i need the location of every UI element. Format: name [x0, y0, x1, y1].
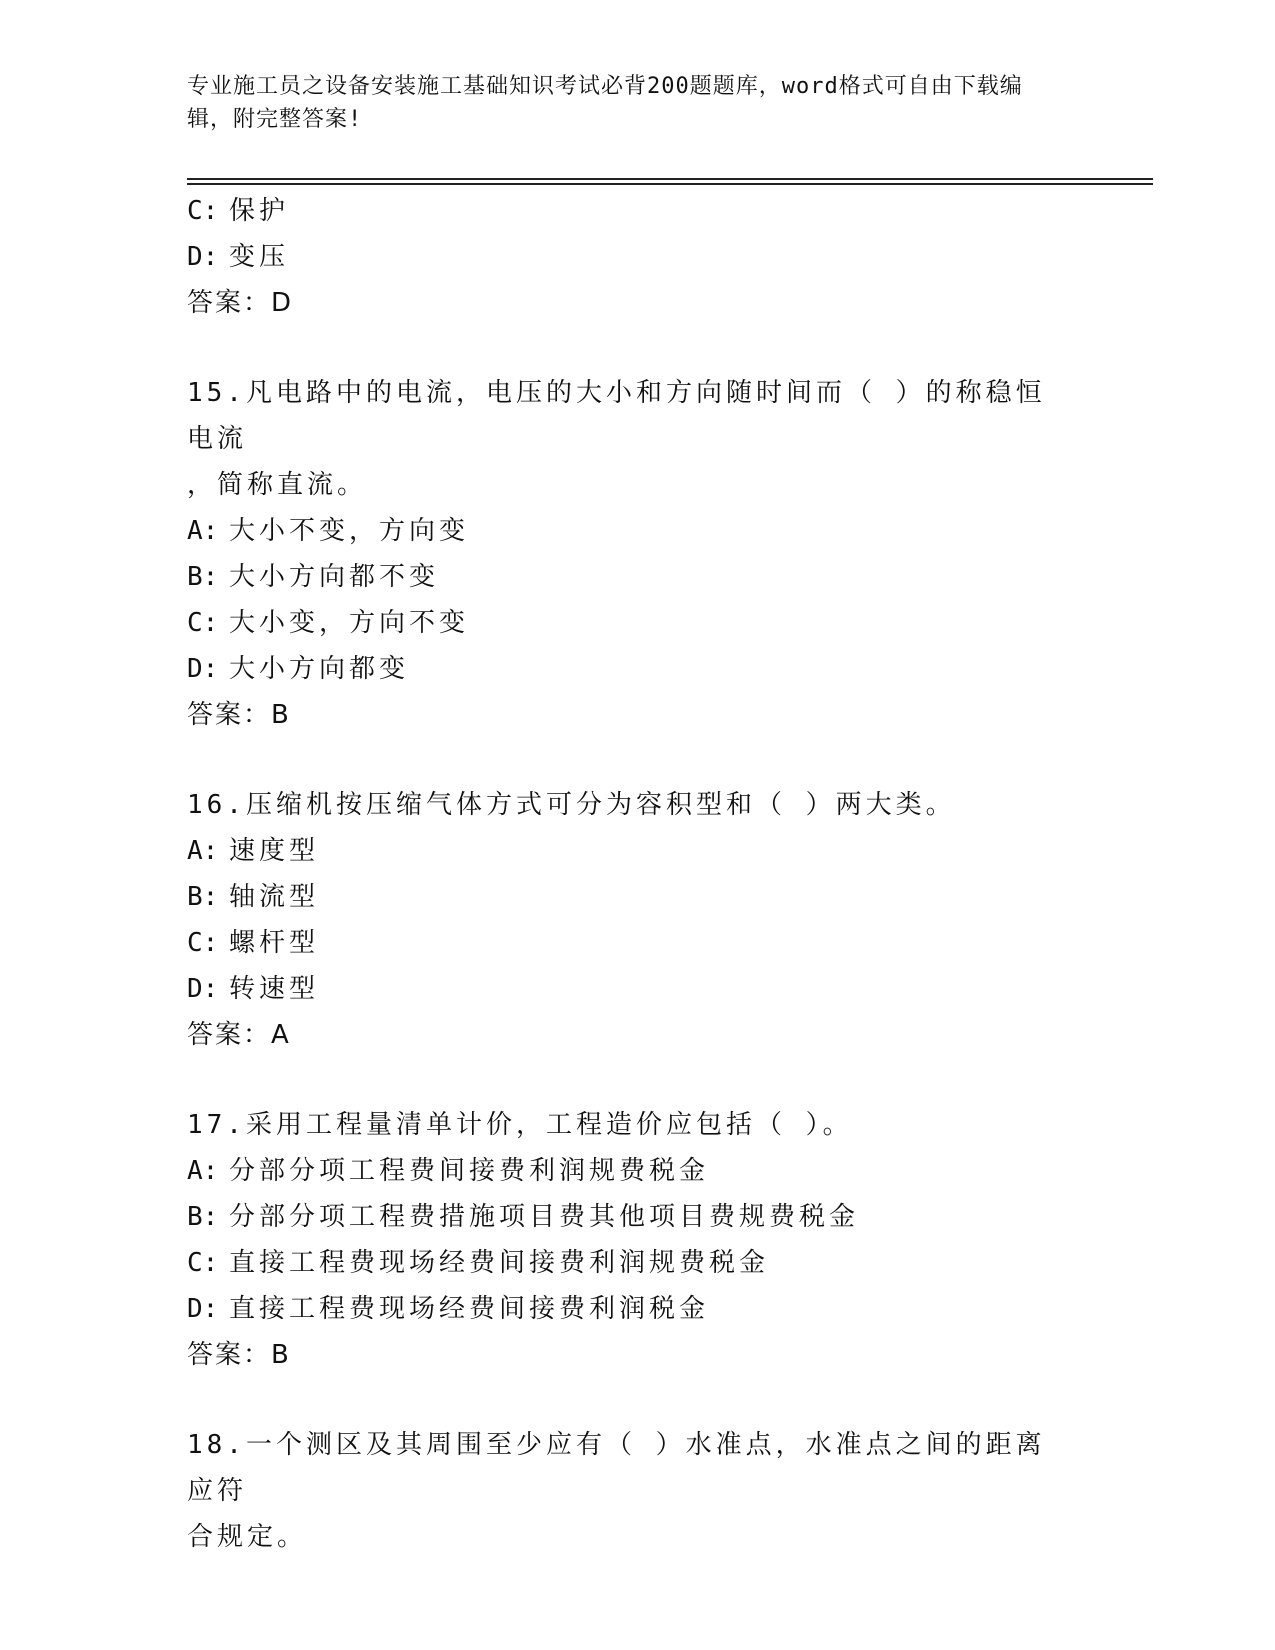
prev-question: [187, 188, 1087, 326]
answer: 答案：D: [187, 288, 294, 318]
answer: 答案：B: [187, 700, 291, 730]
option-a: A: 速度型: [187, 836, 320, 866]
question-stem: 15.凡电路中的电流，电压的大小和方向随时间而（ ）的称稳恒电流 ，简称直流。: [187, 378, 1046, 500]
question-15: [187, 370, 1087, 738]
option-a: A: 分部分项工程费间接费利润规费税金: [187, 1156, 710, 1186]
option-c: C: 螺杆型: [187, 928, 320, 958]
option-c: C: 保护: [187, 196, 290, 226]
option-a: A: 大小不变，方向变: [187, 516, 470, 546]
document-body: [187, 188, 1087, 1560]
document-header: 专业施工员之设备安装施工基础知识考试必背200题题库，word格式可自由下载编辑，附完整答案!: [187, 74, 1023, 132]
option-c: C: 直接工程费现场经费间接费利润规费税金: [187, 1248, 770, 1278]
option-c: C: 大小变，方向不变: [187, 608, 470, 638]
header-rule-top: [187, 178, 1153, 180]
option-d: D: 直接工程费现场经费间接费利润税金: [187, 1294, 710, 1324]
answer: 答案：B: [187, 1340, 291, 1370]
answer: 答案：A: [187, 1020, 291, 1050]
header-rule-bottom: [187, 183, 1153, 185]
option-b: B: 大小方向都不变: [187, 562, 440, 592]
option-b: B: 分部分项工程费措施项目费其他项目费规费税金: [187, 1202, 860, 1232]
question-stem: 17.采用工程量清单计价，工程造价应包括（ ）。: [187, 1110, 853, 1140]
option-d: D: 大小方向都变: [187, 654, 410, 684]
question-16: [187, 782, 1087, 1058]
option-d: D: 变压: [187, 242, 290, 272]
option-b: B: 轴流型: [187, 882, 320, 912]
question-18: [187, 1422, 1087, 1560]
question-stem: 18.一个测区及其周围至少应有（ ）水准点，水准点之间的距离应符 合规定。: [187, 1430, 1046, 1552]
question-stem: 16.压缩机按压缩气体方式可分为容积型和（ ）两大类。: [187, 790, 956, 820]
option-d: D: 转速型: [187, 974, 320, 1004]
question-17: [187, 1102, 1087, 1378]
